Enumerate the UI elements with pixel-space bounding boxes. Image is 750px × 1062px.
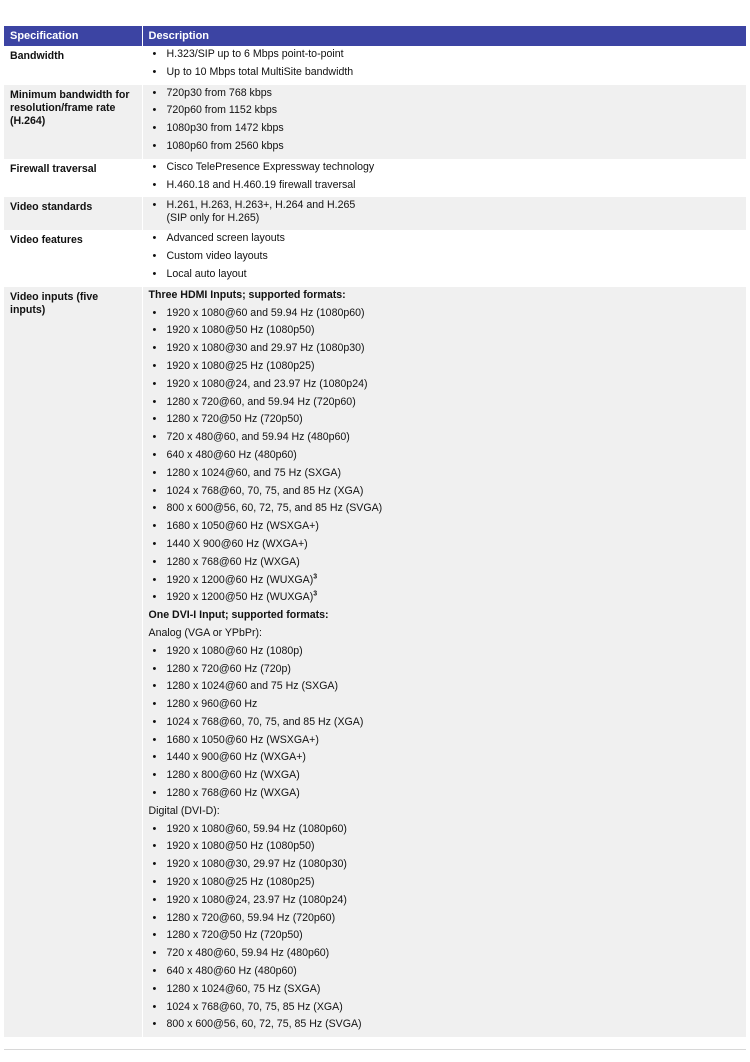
format-text: 1280 x 720@50 Hz (720p50) <box>166 413 303 426</box>
spec-label: Bandwidth <box>4 46 142 85</box>
format-item <box>143 945 747 963</box>
spec-label: Minimum bandwidth for resolution/frame rate (H.264) <box>4 85 142 159</box>
header-specification: Specification <box>4 26 142 46</box>
format-item <box>143 714 747 732</box>
format-item <box>143 394 747 412</box>
format-item <box>143 1016 747 1034</box>
format-item <box>143 358 747 376</box>
format-item <box>143 643 747 661</box>
list-item: • 720p60 from 1152 kbps <box>143 102 747 120</box>
description-cell <box>142 85 746 159</box>
format-text: 1280 x 720@50 Hz (720p50) <box>166 929 303 942</box>
format-text: 1280 x 720@60, and 59.94 Hz (720p60) <box>166 395 356 408</box>
format-text: 1024 x 768@60, 70, 75, 85 Hz (XGA) <box>166 1000 343 1013</box>
format-item <box>143 376 747 394</box>
format-item <box>143 981 747 999</box>
bullet-list <box>143 85 747 156</box>
format-text: 1920 x 1200@60 Hz (WUXGA) <box>166 573 314 586</box>
format-item <box>143 518 747 536</box>
spec-label: Video inputs (five inputs) <box>4 287 142 1037</box>
spec-table <box>4 26 746 1037</box>
row-video-standards <box>4 197 746 230</box>
format-item <box>143 678 747 696</box>
format-text: 1440 x 900@60 Hz (WXGA+) <box>166 751 306 764</box>
format-item <box>143 589 747 607</box>
format-text: 1920 x 1080@30 and 29.97 Hz (1080p30) <box>166 342 365 355</box>
format-text: 800 x 600@56, 60, 72, 75, 85 Hz (SVGA) <box>166 1018 362 1031</box>
digital-format-list <box>143 821 747 1035</box>
hdmi-format-list <box>143 305 747 608</box>
description-cell <box>142 287 746 1037</box>
format-item <box>143 838 747 856</box>
format-text: 1280 x 720@60, 59.94 Hz (720p60) <box>166 911 336 924</box>
format-item <box>143 767 747 785</box>
spec-label: Video features <box>4 230 142 286</box>
format-text: 720 x 480@60, 59.94 Hz (480p60) <box>166 947 330 960</box>
table-header-row <box>4 26 746 46</box>
list-item: • 720p30 from 768 kbps <box>143 85 747 103</box>
description-cell <box>142 230 746 286</box>
format-text: 1280 x 800@60 Hz (WXGA) <box>166 769 300 782</box>
description-cell <box>142 46 746 85</box>
bullet-list <box>143 159 747 195</box>
table-bottom-rule <box>4 1049 746 1050</box>
list-item: • H.323/SIP up to 6 Mbps point-to-point <box>143 46 747 64</box>
format-item <box>143 536 747 554</box>
dvi-heading: One DVI-I Input; supported formats: <box>148 609 329 622</box>
format-text: 1920 x 1080@24, 23.97 Hz (1080p24) <box>166 893 347 906</box>
format-text: 720 x 480@60, and 59.94 Hz (480p60) <box>166 431 350 444</box>
format-item <box>143 661 747 679</box>
list-item: • Local auto layout <box>143 266 747 284</box>
list-item: • 1080p60 from 2560 kbps <box>143 138 747 156</box>
header-description: Description <box>142 26 746 46</box>
format-item <box>143 963 747 981</box>
list-item: • Up to 10 Mbps total MultiSite bandwidth <box>143 64 747 82</box>
format-item <box>143 447 747 465</box>
format-item <box>143 732 747 750</box>
format-text: 1920 x 1080@60 and 59.94 Hz (1080p60) <box>166 306 365 319</box>
list-item-continuation: (SIP only for H.265) <box>166 212 260 225</box>
format-item <box>143 892 747 910</box>
format-text: 1920 x 1200@50 Hz (WUXGA) <box>166 591 314 604</box>
format-item <box>143 910 747 928</box>
hdmi-heading: Three HDMI Inputs; supported formats: <box>148 288 346 301</box>
format-text: 1680 x 1050@60 Hz (WSXGA+) <box>166 520 319 533</box>
format-text: 1280 x 1024@60 and 75 Hz (SXGA) <box>166 680 339 693</box>
format-item <box>143 749 747 767</box>
format-item <box>143 874 747 892</box>
format-text: 1280 x 1024@60, 75 Hz (SXGA) <box>166 982 321 995</box>
row-video-inputs <box>4 287 746 1037</box>
format-text: 1920 x 1080@30, 29.97 Hz (1080p30) <box>166 858 347 871</box>
format-text: 640 x 480@60 Hz (480p60) <box>166 448 297 461</box>
format-item <box>143 305 747 323</box>
format-text: 1920 x 1080@24, and 23.97 Hz (1080p24) <box>166 377 368 390</box>
analog-format-list <box>143 643 747 803</box>
format-item <box>143 322 747 340</box>
format-text: 1280 x 768@60 Hz (WXGA) <box>166 555 300 568</box>
format-item <box>143 821 747 839</box>
description-cell <box>142 159 746 198</box>
spec-label: Firewall traversal <box>4 159 142 198</box>
format-text: 1680 x 1050@60 Hz (WSXGA+) <box>166 733 319 746</box>
format-item <box>143 429 747 447</box>
format-item <box>143 411 747 429</box>
footnote-marker: 3 <box>313 572 318 580</box>
format-item <box>143 785 747 803</box>
spec-label: Video standards <box>4 197 142 230</box>
description-cell <box>142 197 746 230</box>
format-text: 1280 x 1024@60, and 75 Hz (SXGA) <box>166 466 341 479</box>
format-item <box>143 465 747 483</box>
list-item: • Custom video layouts <box>143 248 747 266</box>
format-item <box>143 927 747 945</box>
format-text: 1280 x 720@60 Hz (720p) <box>166 662 291 675</box>
bullet-list <box>143 46 747 82</box>
list-item: • H.460.18 and H.460.19 firewall traversal <box>143 177 747 195</box>
format-item <box>143 999 747 1017</box>
format-text: 1280 x 960@60 Hz <box>166 698 258 711</box>
format-text: 1920 x 1080@60, 59.94 Hz (1080p60) <box>166 822 347 835</box>
format-item <box>143 696 747 714</box>
format-text: 1920 x 1080@50 Hz (1080p50) <box>166 840 315 853</box>
bullet-list <box>143 230 747 283</box>
format-text: 800 x 600@56, 60, 72, 75, and 85 Hz (SVGA) <box>166 502 383 515</box>
list-item: • Cisco TelePresence Expressway technology <box>143 159 747 177</box>
format-text: 1280 x 768@60 Hz (WXGA) <box>166 787 300 800</box>
format-text: 1920 x 1080@60 Hz (1080p) <box>166 644 303 657</box>
list-item: • 1080p30 from 1472 kbps <box>143 120 747 138</box>
list-item: • Advanced screen layouts <box>143 230 747 248</box>
format-text: 1920 x 1080@25 Hz (1080p25) <box>166 359 315 372</box>
format-item <box>143 340 747 358</box>
format-item <box>143 483 747 501</box>
format-text: 1440 X 900@60 Hz (WXGA+) <box>166 537 308 550</box>
digital-label: Digital (DVI-D): <box>148 804 220 817</box>
row-minimum-bandwidth <box>4 85 746 159</box>
list-item <box>143 197 747 227</box>
bullet-list <box>143 197 747 227</box>
format-item <box>143 856 747 874</box>
format-text: 640 x 480@60 Hz (480p60) <box>166 965 297 978</box>
format-item <box>143 554 747 572</box>
list-item-text: H.261, H.263, H.263+, H.264 and H.265 <box>166 199 356 212</box>
format-text: 1920 x 1080@25 Hz (1080p25) <box>166 876 315 889</box>
row-firewall-traversal <box>4 159 746 198</box>
analog-label: Analog (VGA or YPbPr): <box>148 626 262 639</box>
format-text: 1024 x 768@60, 70, 75, and 85 Hz (XGA) <box>166 715 364 728</box>
format-text: 1024 x 768@60, 70, 75, and 85 Hz (XGA) <box>166 484 364 497</box>
row-bandwidth <box>4 46 746 85</box>
format-text: 1920 x 1080@50 Hz (1080p50) <box>166 324 315 337</box>
format-item <box>143 572 747 590</box>
row-video-features <box>4 230 746 286</box>
footnote-marker: 3 <box>313 590 318 598</box>
format-item <box>143 500 747 518</box>
